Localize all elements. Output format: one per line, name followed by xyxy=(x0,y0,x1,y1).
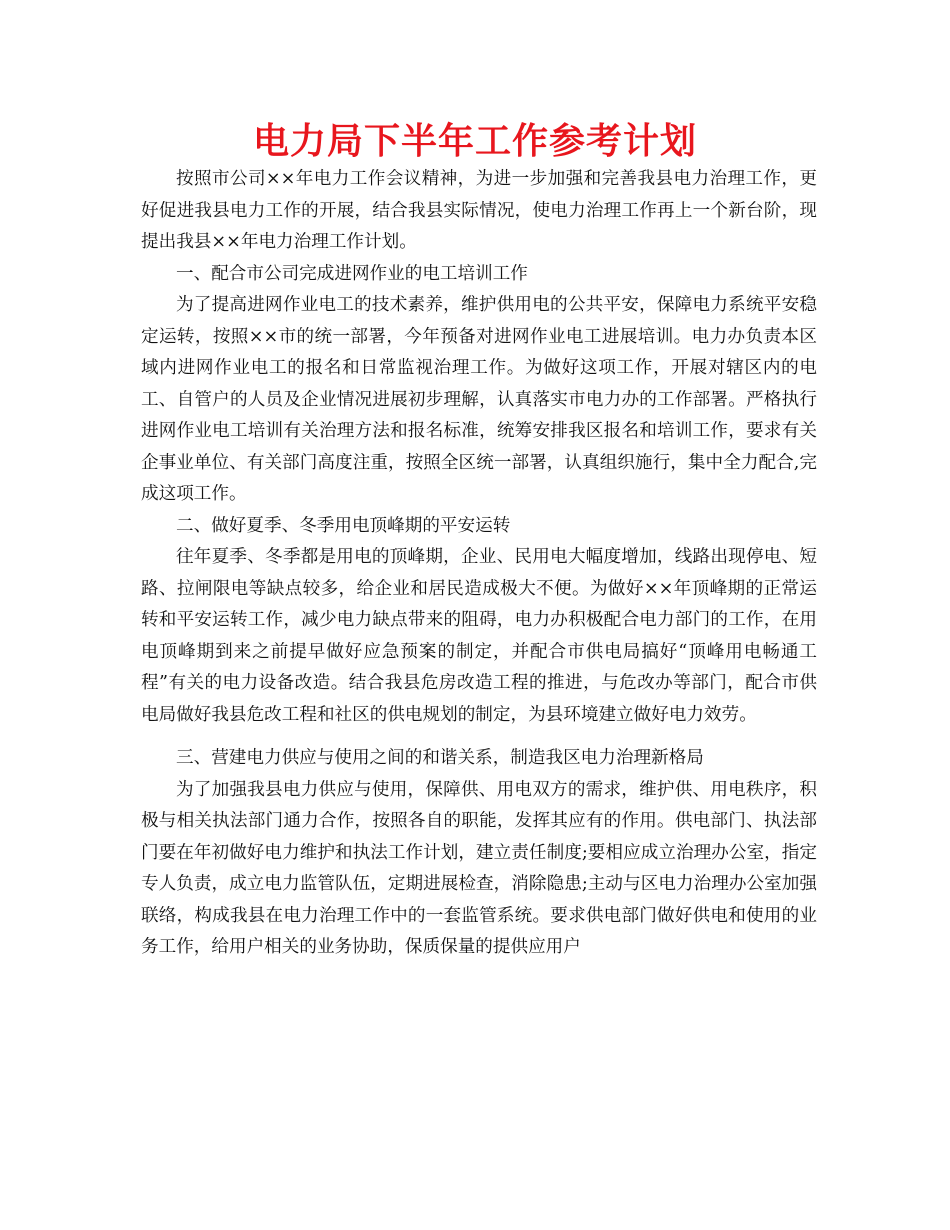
section-heading-3: 三、营建电力供应与使用之间的和谐关系，制造我区电力治理新格局 xyxy=(176,748,704,768)
section-spacer xyxy=(141,731,817,743)
paragraph-intro: 按照市公司××年电力工作会议精神，为进一步加强和完善我县电力治理工作，更好促进我县电力工作的开展，结合我县实际情况，使电力治理工作再上一个新台阶，现提出我县××年电力治理工作计划。 xyxy=(141,169,817,252)
section-heading-2: 二、做好夏季、冬季用电顶峰期的平安运转 xyxy=(176,515,511,536)
document-title: 电力局下半年工作参考计划 xyxy=(252,121,697,162)
section-heading-1: 一、配合市公司完成进网作业的电工培训工作 xyxy=(176,263,528,284)
paragraph-section-2: 往年夏季、冬季都是用电的顶峰期，企业、民用电大幅度增加，线路出现停电、短路、拉闸限电等缺点较多，给企业和居民造成极大不便。为做好××年顶峰期的正常运转和平安运转工作，减少电力缺点带来的阻碍，电力办积极配合电力部门的工作，在用电顶峰期到来之前提早做好应急预案的制定，并配合市供电局搞好“顶峰用电畅通工程”有关的电力设备改造。结合我县危房改造工程的推进，与危改办等部门，配合市供电局做好我县危改工程和社区的供电规划的制定，为县环境建立做好电力效劳。 xyxy=(141,547,817,725)
paragraph-section-3: 为了加强我县电力供应与使用，保障供、用电双方的需求，维护供、用电秩序，积极与相关执法部门通力合作，按照各自的职能，发挥其应有的作用。供电部门、执法部门要在年初做好电力维护和执法工作计划，建立责任制度;要相应成立治理办公室，指定专人负责，成立电力监管队伍，定期进展检查，消除隐患;主动与区电力治理办公室加强联络，构成我县在电力治理工作中的一套监管系统。要求供电部门做好供电和使用的业务工作，给用户相关的业务协助，保质保量的提供应用户 xyxy=(141,779,817,957)
paragraph-section-1: 为了提高进网作业电工的技术素养，维护供用电的公共平安，保障电力系统平安稳定运转，按照××市的统一部署，今年预备对进网作业电工进展培训。电力办负责本区域内进网作业电工的报名和日常监视治理工作。为做好这项工作，开展对辖区内的电工、自管户的人员及企业情况进展初步理解，认真落实市电力办的工作部署。严格执行进网作业电工培训有关治理方法和报名标准，统筹安排我区报名和培训工作，要求有关企事业单位、有关部门高度注重，按照全区统一部署，认真组织施行，集中全力配合,完成这项工作。 xyxy=(141,295,817,504)
document-body xyxy=(141,164,817,964)
